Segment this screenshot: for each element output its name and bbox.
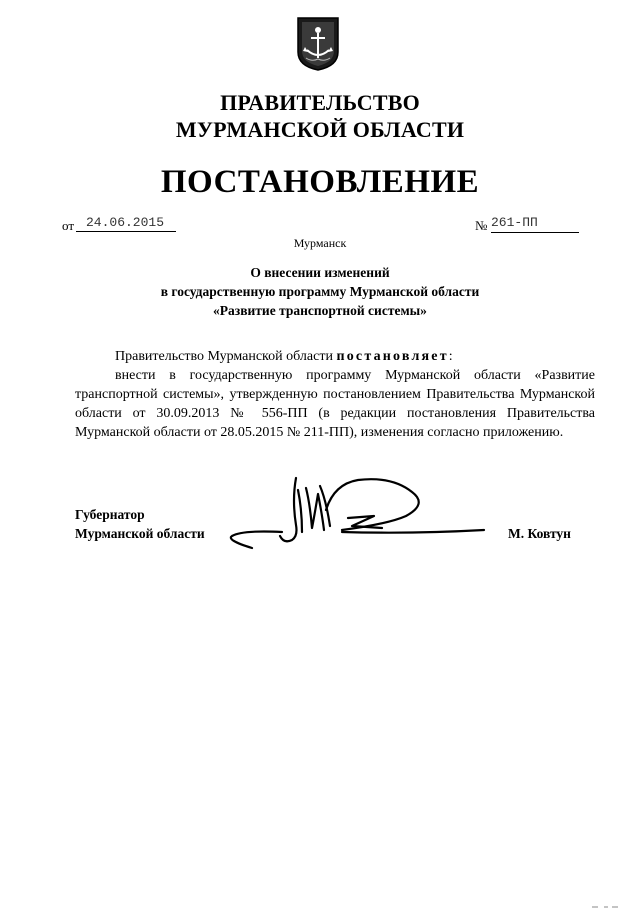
number-prefix: № [475, 218, 488, 233]
coat-of-arms-icon [294, 14, 342, 72]
signatory-name: М. Ковтун [508, 526, 571, 541]
org-name-line1: ПРАВИТЕЛЬСТВО [220, 90, 420, 115]
subject-line2: в государственную программу Мурманской области [160, 284, 480, 299]
org-name-line2: МУРМАНСКОЙ ОБЛАСТИ [175, 117, 465, 142]
intro-colon: : [448, 349, 453, 364]
city-label: Мурманск [293, 236, 347, 250]
intro-verb: постановляет [336, 349, 449, 364]
resolution-intro [115, 347, 453, 366]
intro-subject: Правительство Мурманской области [115, 349, 333, 364]
scan-artifact-mark [590, 896, 620, 900]
resolution-paragraph: внести в государственную программу Мурманской области «Развитие транспортной системы», утвержденную постановлением Правительства Мурманской области от 30.09.2013 № 556-ПП (в редакции постановления Правительства Мурманской области от 28.05.2015 № 211-ПП), изменения согласно приложению. [75, 368, 595, 440]
signatory-title-line1: Губернатор [75, 507, 145, 522]
document-number: 261-ПП [491, 216, 579, 233]
document-type-title: ПОСТАНОВЛЕНИЕ [160, 164, 480, 200]
signatory-title-line2: Мурманской области [75, 526, 205, 541]
subject-line1: О внесении изменений [250, 265, 390, 280]
date-prefix: от [62, 218, 75, 233]
handwritten-signature [222, 470, 492, 560]
document-date: 24.06.2015 [76, 216, 176, 232]
subject-line3: «Развитие транспортной системы» [213, 303, 427, 318]
